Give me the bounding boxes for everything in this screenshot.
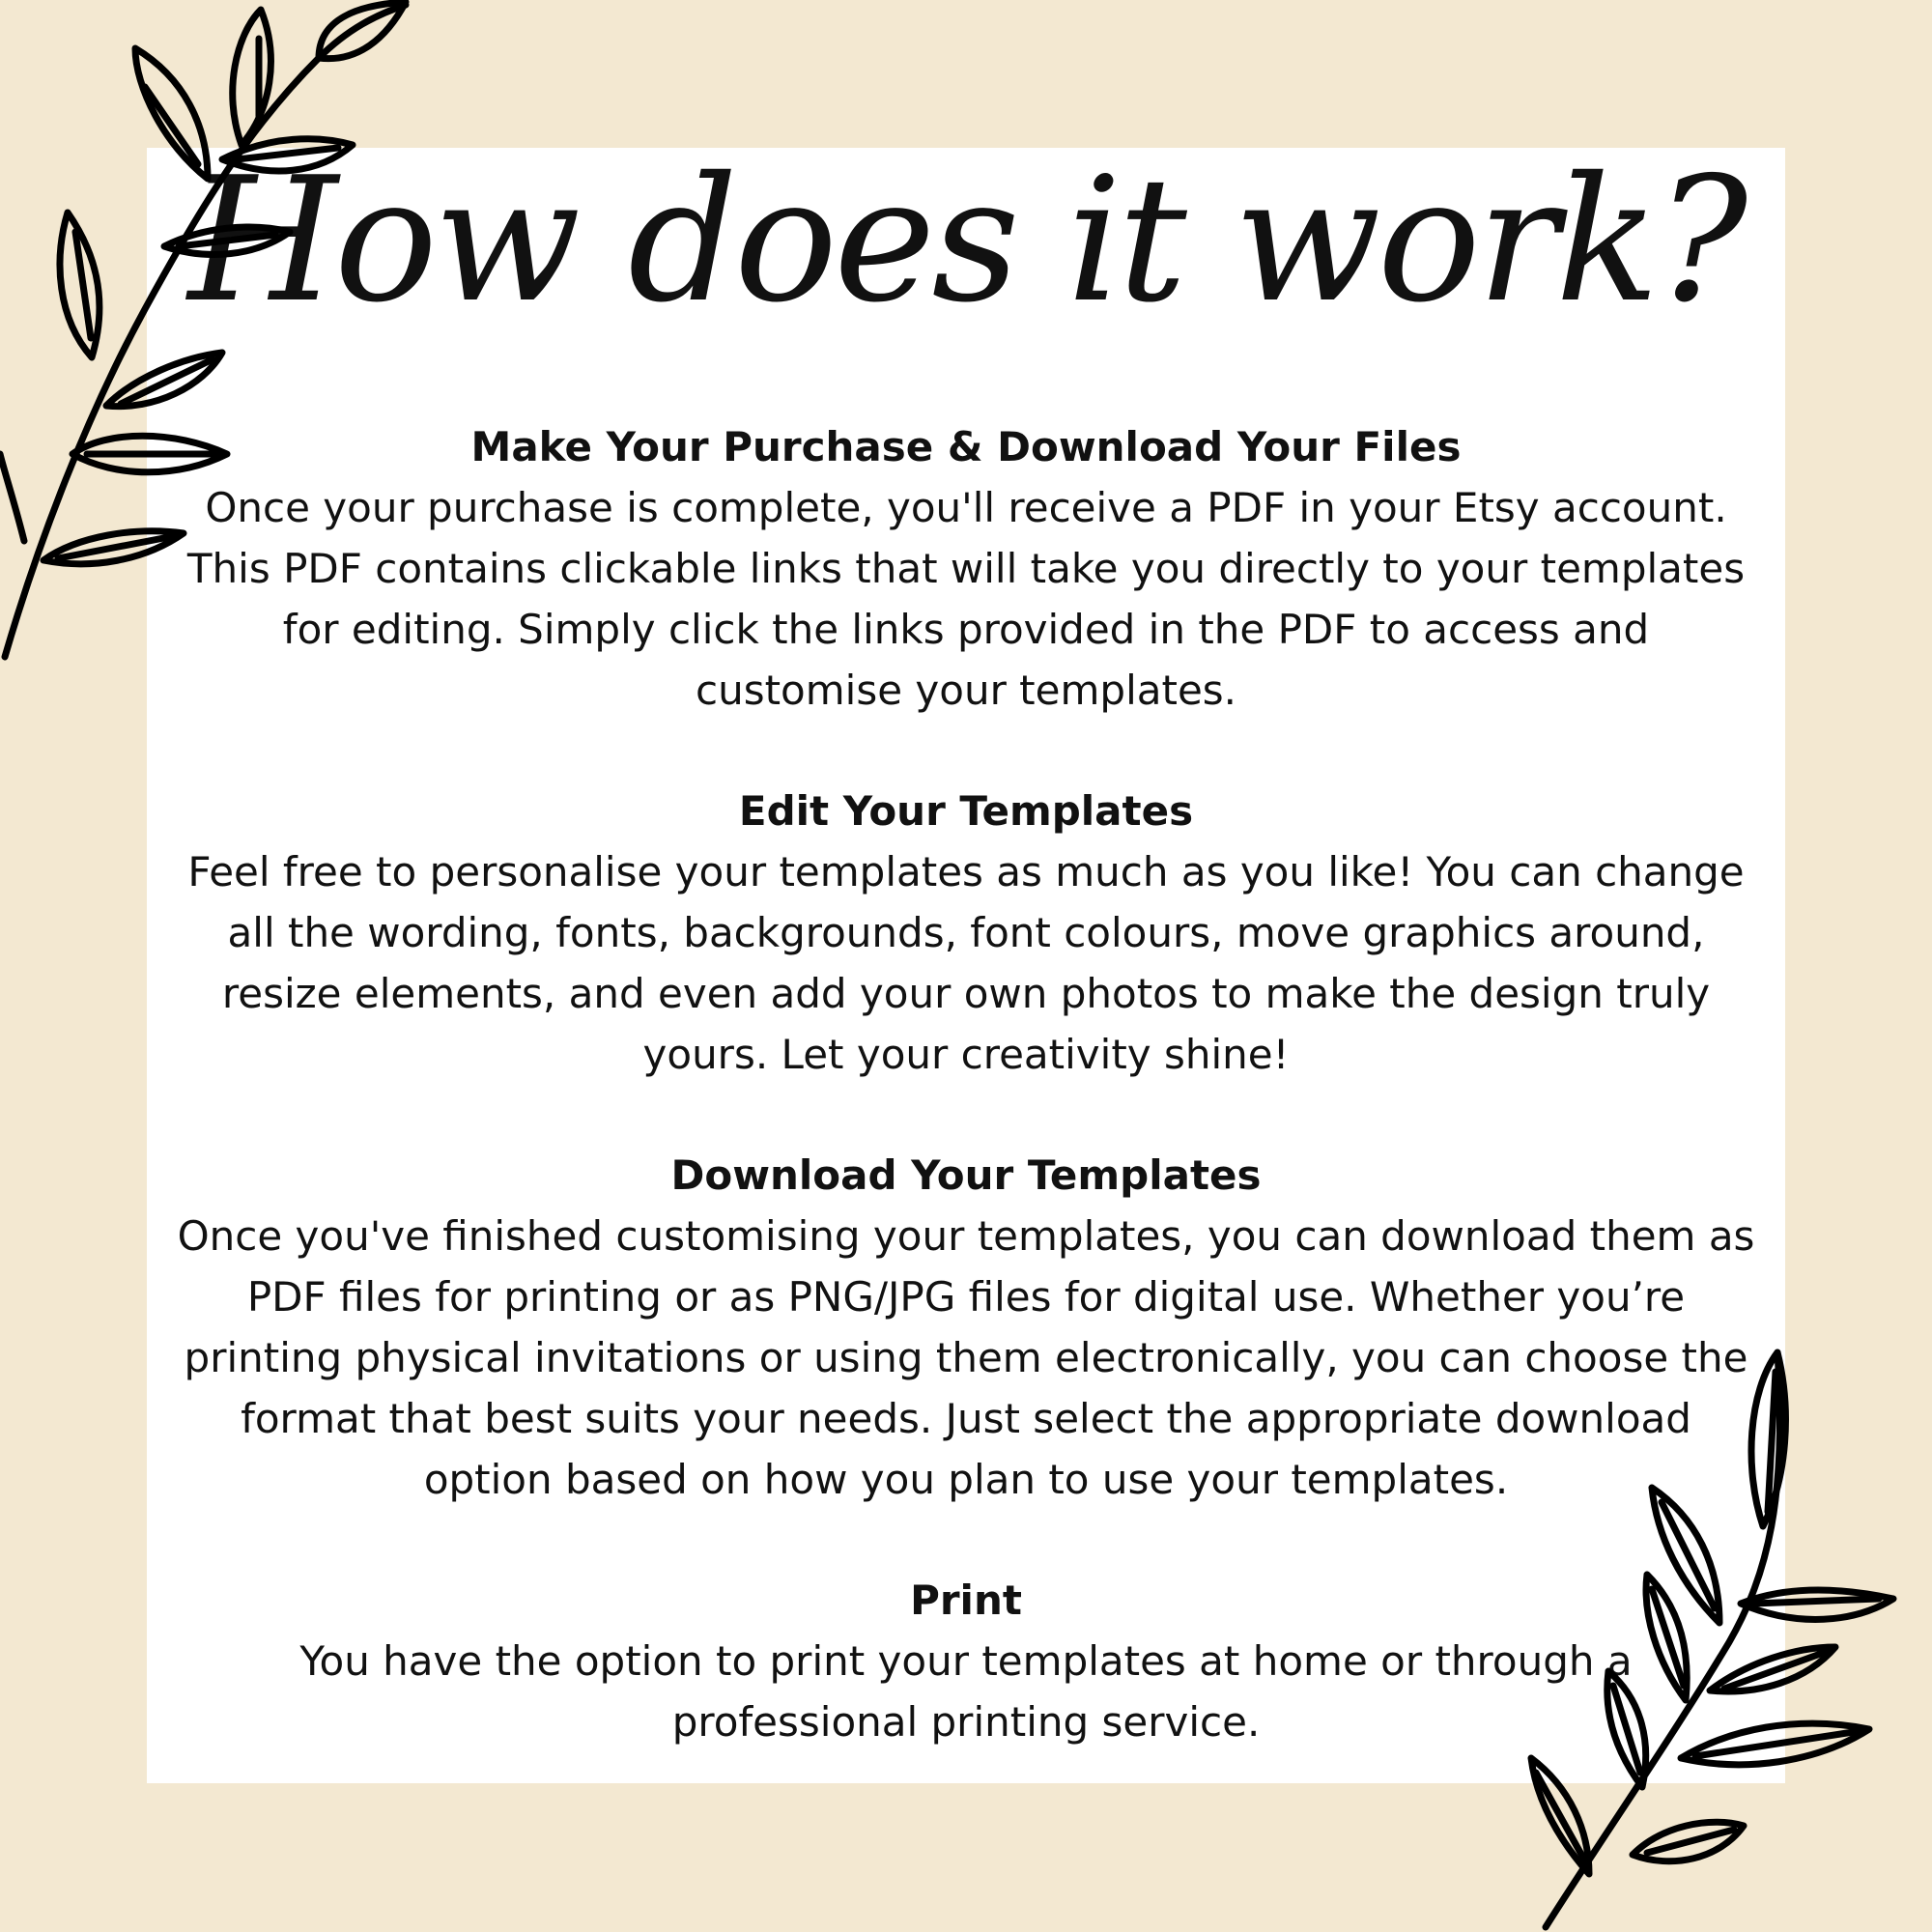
page-title: How does it work? — [187, 140, 1745, 340]
section-body: Once your purchase is complete, you'll receive a PDF in your Etsy account. This PDF contains clickable links that will take you directly to your templates for editing. Simply click the links provided in the PDF to access and customise your templates. — [186, 484, 1746, 714]
leaf-vine-bottom-right-icon — [1488, 1333, 1932, 1932]
section-heading: Print — [910, 1577, 1022, 1624]
section-edit-templates — [145, 781, 1787, 1085]
section-body: Once you've finished customising your templates, you can download them as PDF files for printing or as PNG/JPG files for digital use. Whether you’re printing physical invitations or using them electronically, you can choose the format that best suits your needs. Just select the appropriate download option based on how you plan to use your templates. — [177, 1212, 1755, 1503]
leaf-vine-top-left-icon — [0, 0, 425, 676]
section-heading: Edit Your Templates — [738, 787, 1194, 835]
section-body: You have the option to print your templates at home or through a professional printing service. — [299, 1637, 1633, 1746]
section-body: Feel free to personalise your templates as much as you like! You can change all the wording, fonts, backgrounds, font colours, move graphics around, resize elements, and even add your own photos to make the design truly yours. Let your creativity shine! — [187, 848, 1745, 1078]
section-heading: Make Your Purchase & Download Your Files — [470, 423, 1462, 470]
section-heading: Download Your Templates — [670, 1151, 1262, 1199]
